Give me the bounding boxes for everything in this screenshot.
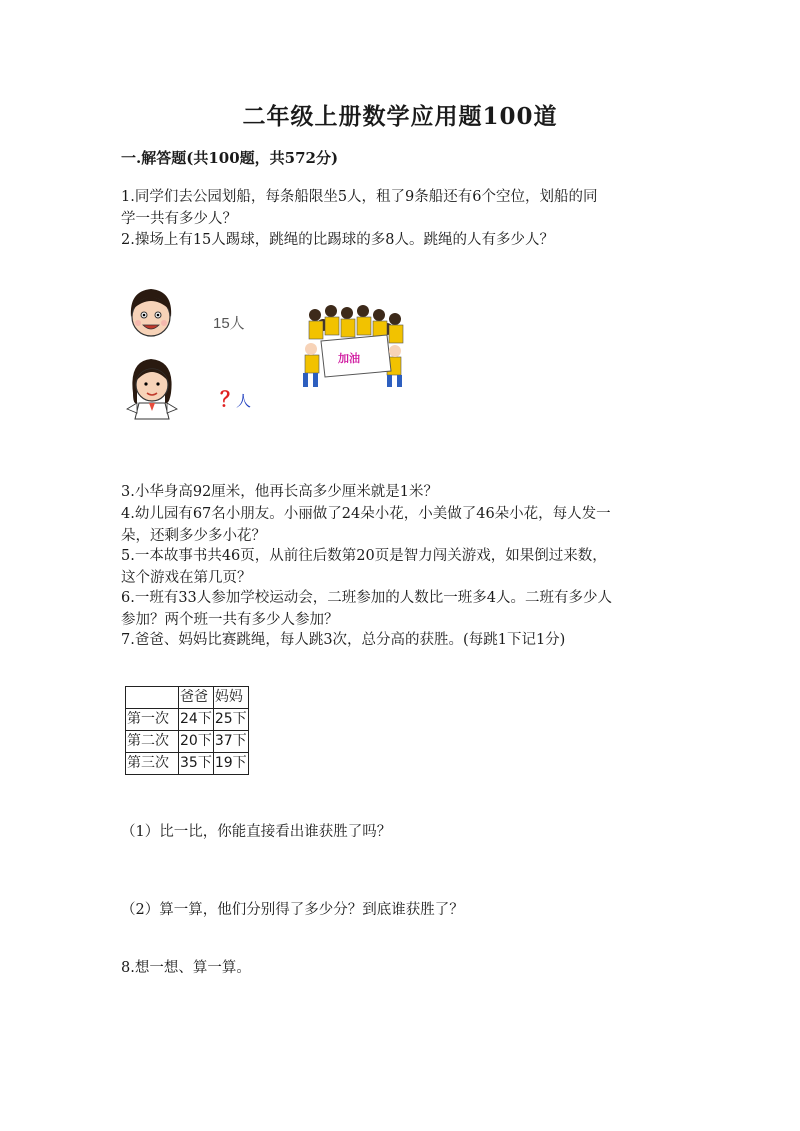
table-cell: 20下 — [179, 731, 214, 753]
question-2-figure — [125, 285, 415, 420]
question-6 — [121, 587, 681, 631]
question-8: 8.想一想、算一算。 — [121, 960, 251, 976]
table-row — [126, 709, 249, 731]
boy-illustration — [131, 289, 171, 336]
table-cell: 19下 — [213, 753, 248, 775]
question-7-part-1: （1）比一比，你能直接看出谁获胜了吗？ — [121, 824, 392, 840]
rope-skipping-group-illustration — [303, 305, 403, 387]
section-heading: 一.解答题(共100题，共572分) — [121, 149, 339, 167]
boy-count-label: 15人 — [213, 315, 245, 332]
question-1-line-2: 学一共有多少人？ — [121, 211, 237, 227]
question-6-line-1: 6.一班有33人参加学校运动会，二班参加的人数比一班多4人。二班有多少人 — [121, 590, 613, 606]
question-5 — [121, 545, 681, 589]
table-cell: 第三次 — [126, 753, 179, 775]
question-4 — [121, 503, 681, 547]
question-5-line-2: 这个游戏在第几页？ — [121, 570, 252, 586]
table-header-cell — [126, 687, 179, 709]
table-header-row — [126, 687, 249, 709]
question-7: 7.爸爸、妈妈比赛跳绳，每人跳3次，总分高的获胜。(每跳1下记1分) — [121, 632, 566, 648]
table-cell: 第一次 — [126, 709, 179, 731]
score-table — [125, 686, 249, 775]
question-1-line-1: 1.同学们去公园划船，每条船限坐5人，租了9条船还有6个空位，划船的同 — [121, 189, 598, 205]
table-cell: 37下 — [213, 731, 248, 753]
question-7-part-2: （2）算一算，他们分别得了多少分？到底谁获胜了？ — [121, 902, 464, 918]
table-cell: 24下 — [179, 709, 214, 731]
cheer-sign-text: 加油 — [338, 352, 360, 365]
question-mark-label: ？ — [220, 389, 240, 411]
table-cell: 35下 — [179, 753, 214, 775]
girl-illustration — [127, 359, 177, 419]
question-4-line-1: 4.幼儿园有67名小朋友。小丽做了24朵小花，小美做了46朵小花，每人发一 — [121, 506, 611, 522]
girl-count-label: 人 — [236, 392, 252, 410]
table-row — [126, 753, 249, 775]
table-header-cell: 妈妈 — [213, 687, 248, 709]
question-5-line-1: 5.一本故事书共46页，从前往后数第20页是智力闯关游戏，如果倒过来数， — [121, 548, 607, 564]
question-1 — [121, 186, 681, 230]
table-row — [126, 731, 249, 753]
question-6-line-2: 参加？两个班一共有多少人参加？ — [121, 612, 339, 628]
table-cell: 25下 — [213, 709, 248, 731]
table-header-cell: 爸爸 — [179, 687, 214, 709]
table-cell: 第二次 — [126, 731, 179, 753]
question-2: 2.操场上有15人踢球，跳绳的比踢球的多8人。跳绳的人有多少人？ — [121, 232, 555, 248]
question-4-line-2: 朵，还剩多少多小花？ — [121, 528, 266, 544]
question-3: 3.小华身高92厘米，他再长高多少厘米就是1米？ — [121, 484, 439, 500]
page-title: 二年级上册数学应用题100道 — [242, 103, 558, 130]
